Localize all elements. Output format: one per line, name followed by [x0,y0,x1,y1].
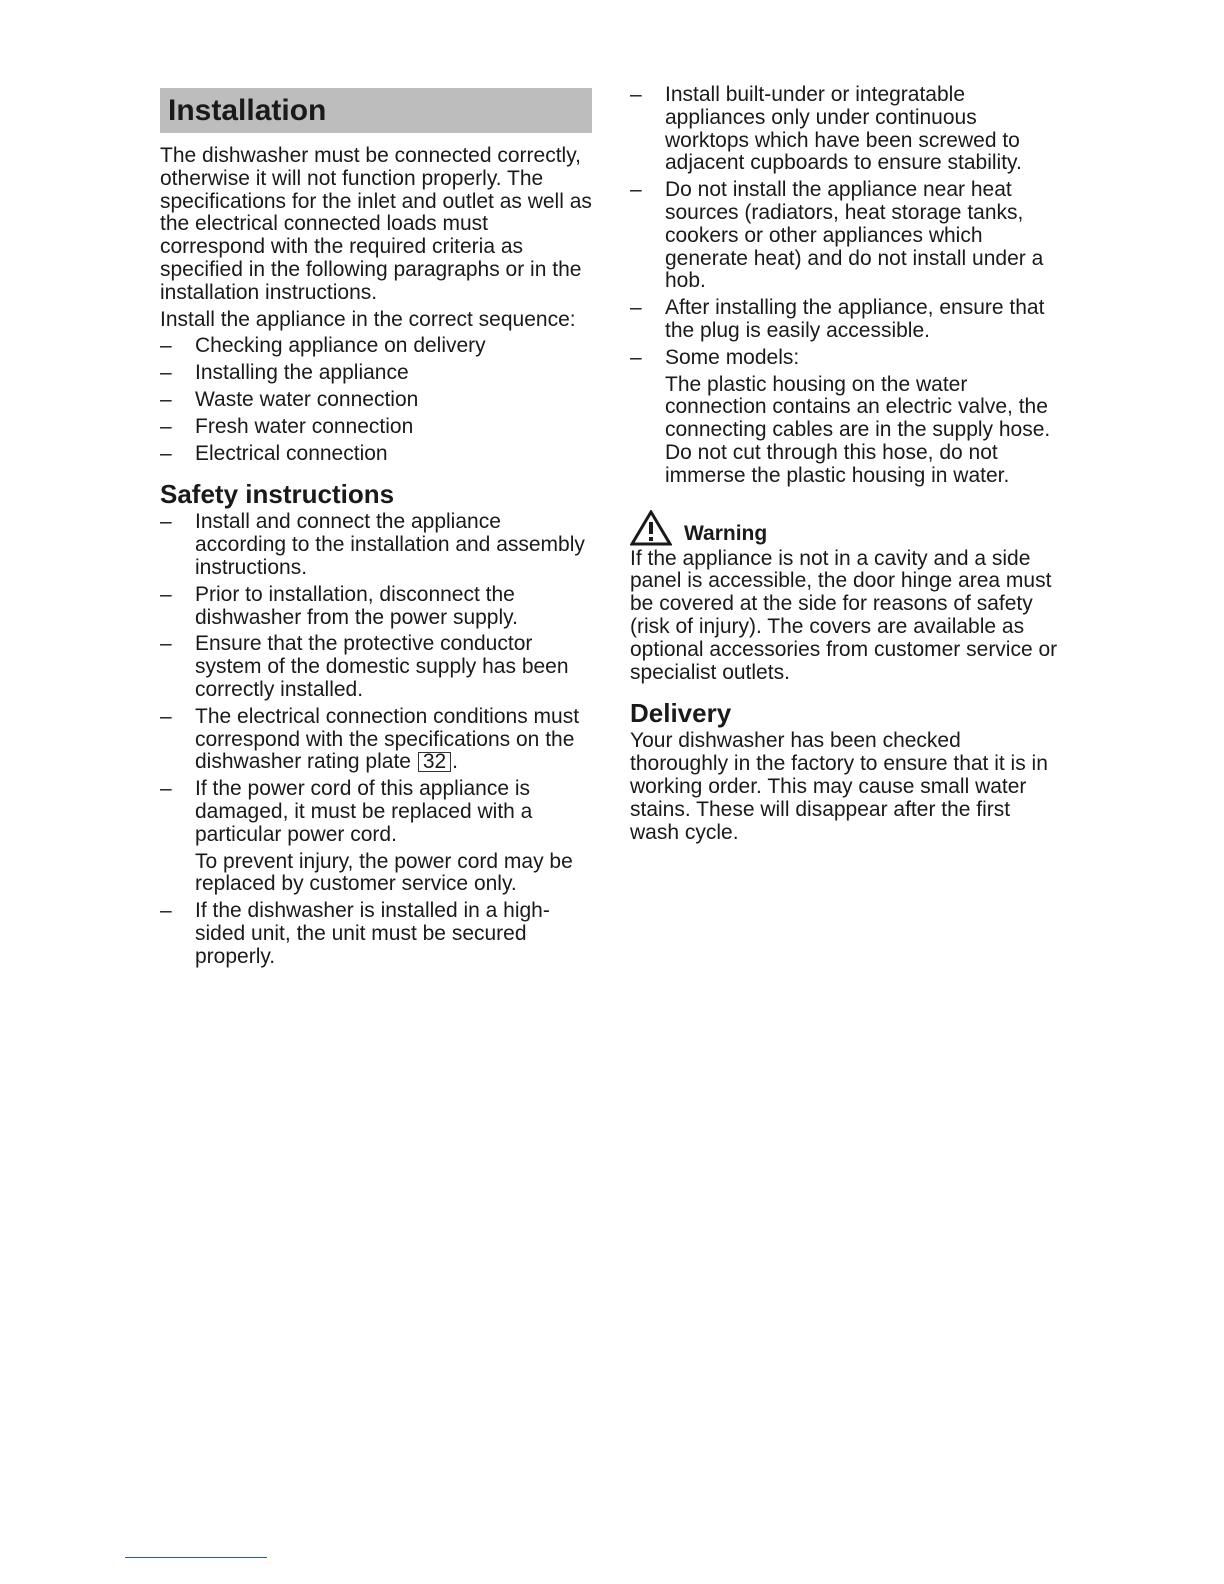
installation-sequence-list [160,335,592,465]
models-note: The plastic housing on the water connection contains an electric valve, the connecting cables are in the supply hose. Do not cut through this hose, do not immerse the plastic housing in water. [665,372,1051,487]
warning-title: Warning [684,521,768,545]
delivery-heading: Delivery [630,698,732,729]
sequence-intro: Install the appliance in the correct sequence: [160,307,576,331]
list-item: – If the dishwasher is installed in a high-sided unit, the unit must be secured properly. [160,900,592,968]
installation-intro: The dishwasher must be connected correctly, otherwise it will not function properly. The specifications for the inlet and outlet as well as the electrical connected loads must correspond with the required criteria as specified in the following paragraphs or in the installation instructions. [160,144,592,304]
footer-divider [125,1557,267,1558]
list-item: – Electrical connection [160,443,592,466]
list-item: – Installing the appliance [160,362,592,385]
power-cord-note: To prevent injury, the power cord may be replaced by customer service only. [195,849,573,896]
installation-heading: Installation [160,88,592,133]
figure-reference-box: 32 [418,752,451,772]
list-item: – Ensure that the protective conductor system of the domestic supply has been correctly installed. [160,633,592,701]
list-item [630,347,1062,488]
power-cord-text: – If the power cord of this appliance is damaged, it must be replaced with a particular power cord. [195,777,533,846]
list-item: – Waste water connection [160,389,592,412]
list-item: – Checking appliance on delivery [160,335,592,358]
list-item: – Install and connect the appliance according to the installation and assembly instructions. [160,511,592,579]
list-item: – Install built-under or integratable appliances only under continuous worktops which have been screwed to adjacent cupboards to ensure stability. [630,84,1062,175]
delivery-text: Your dishwasher has been checked thoroughly in the factory to ensure that it is in working order. This may cause small water stains. These will disappear after the first wash cycle. [630,729,1048,844]
right-column [630,84,1062,848]
warning-triangle-icon [630,510,672,546]
rating-plate-end: . [452,750,459,774]
list-item: – Do not install the appliance near heat sources (radiators, heat storage tanks, cookers or other appliances which generate heat) and do not install under a hob. [630,179,1062,293]
left-column [160,84,592,973]
list-item: – After installing the appliance, ensure that the plug is easily accessible. [630,297,1062,343]
list-item [160,778,592,896]
safety-list [160,511,592,968]
warning-header [630,510,1062,546]
list-item: – Prior to installation, disconnect the dishwasher from the power supply. [160,584,592,630]
models-text: – Some models: [665,345,800,369]
warning-text: If the appliance is not in a cavity and a side panel is accessible, the door hinge area must be covered at the side for reasons of safety (risk of injury). The covers are available as optional accessories from customer service or specialist outlets. [630,546,1058,684]
rating-plate-text: The electrical connection conditions must correspond with the specifications on the dishwasher rating plate [195,704,580,774]
list-item [160,706,592,774]
safety-list-continued [630,84,1062,488]
safety-heading: Safety instructions [160,479,395,510]
list-item: – Fresh water connection [160,416,592,439]
